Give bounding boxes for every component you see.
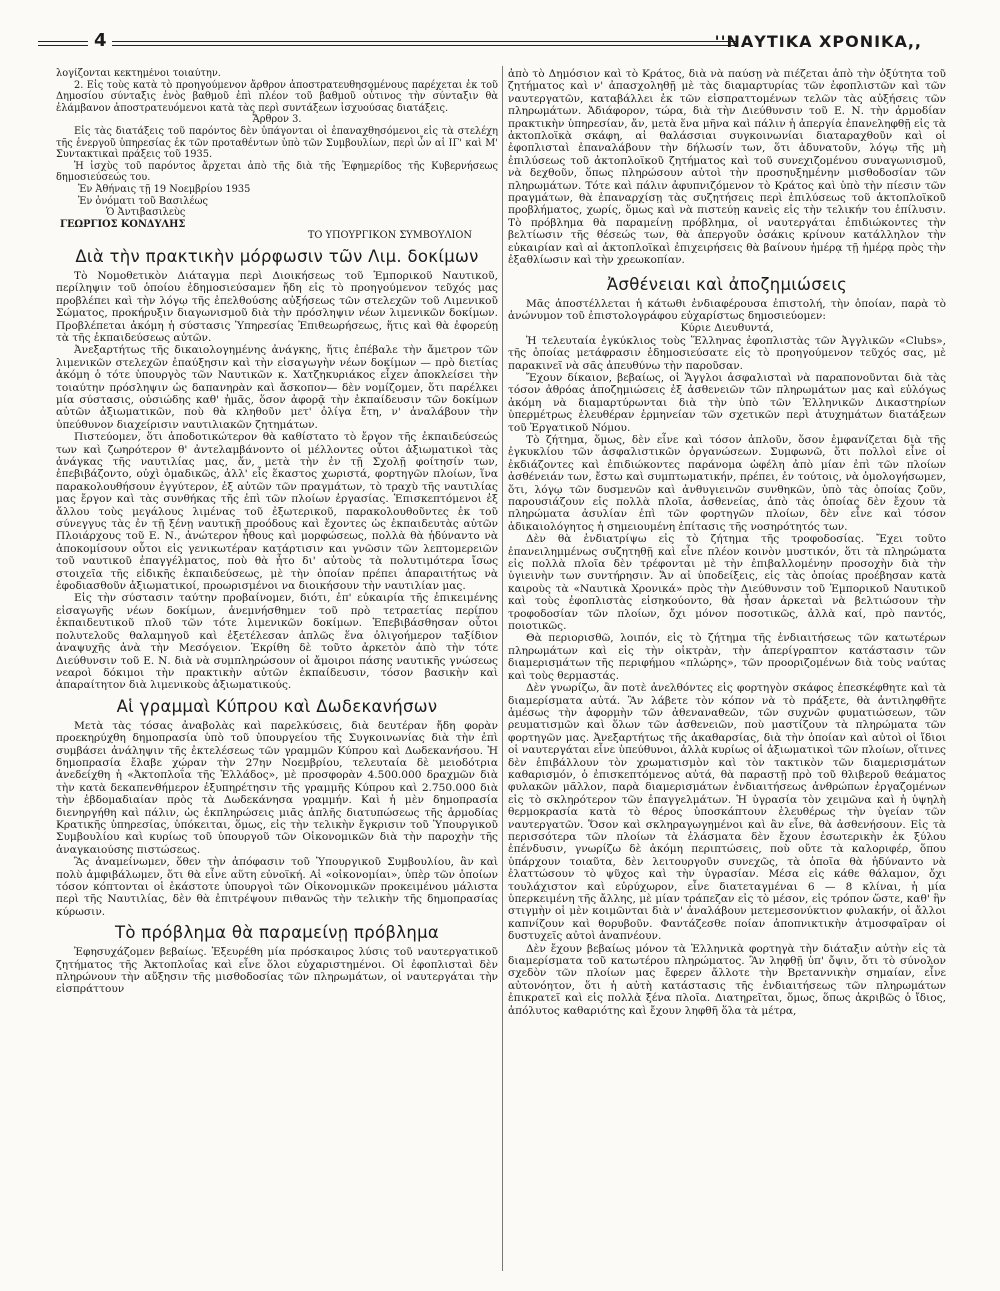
masthead: ''ΝΑΥΤΙΚΑ ΧΡΟΝΙΚΑ,, <box>714 32 922 51</box>
article-paragraph: Μᾶς ἀποστέλλεται ἡ κάτωθι ἐνδιαφέρουσα ἐπιστολή, τὴν ὁποίαν, παρὰ τὸ ἀνώνυμον τοῦ ἐπιστολογράφου εὐχαρίστως δημοσιεύομεν: <box>508 297 946 322</box>
article-paragraph: Πιστεύομεν, ὅτι ἀποδοτικώτερον θὰ καθίστατο τὸ ἔργον τῆς ἐκπαιδεύσεώς των καὶ ζωηρότερον θ' ἀντελαμβάνοντο οἱ μέλλοντες οὗτοι ἀξιωματικοὶ τὰς ἀνάγκας τῆς ναυτιλίας μας, ἄν, μετὰ τὴν ἐν τῇ Σχολῇ φοίτησίν των, ἐπεβιβάζοντο, οὐχὶ ὁμαδικῶς, ἀλλ' εἷς ἕκαστος χωριστά, φορτηγῶν πλοίων, ἵνα παρακολουθήσουν ἐγγύτερον, ἐξ αὐτῶν τῶν πραγμάτων, τὸ τραχὺ τῆς ναυτιλίας μας ἔργον καὶ τὰς συνθήκας τῆς ἐπὶ τῶν πλοίων ἐργασίας. Ἐπισκεπτόμενοι ἐξ ἄλλου τοὺς μεγάλους λιμένας τοῦ ἐξωτερικοῦ, παρακολουθοῦντες ἐκ τοῦ σύνεγγυς τὰς ἐν τῇ ξένῃ ναυτικῇ προόδους καὶ ἔχοντες ὡς ἐκπαιδευτὰς αὐτῶν Πλοιάρχους τοῦ Ε. Ν., ἀνώτερον ἦθους καὶ μορφώσεως, πολλὰ θὰ ἠδύναντο νὰ ἀποκομίσουν οὗτοι εἰς γενικωτέραν κατάρτισιν και γνῶσιν τῶν λεπτομερειῶν τοῦ ναυτικοῦ ἐπαγγέλματος, ποὺ θὰ ἦτο δι' αὐτοὺς τὰ πολυτιμότερα ἴσως στοιχεῖα τῆς εἰδικῆς ἐκπαιδεύσεως, μὲ τὴν ὁποίαν πρέπει ἀπαραιτήτως νὰ ἐφοδιασθοῦν ἀξιωματικοί, προωρισμένοι να διοικήσουν τὴν ναυτιλίαν μας. <box>56 431 498 593</box>
article-paragraph: Δὲν ἔχουν βεβαίως μόνον τὰ Ἑλληνικὰ φορτηγὰ τὴν διάταξιν αὐτὴν εἰς τὰ διαμερίσματα τοῦ κατωτέρου πληρώματος. Ἂν ληφθῇ ὑπ' ὄψιν, ὅτι τὸ σύνολον σχεδὸν τῶν πλοίων μας ἔφερεν ἄλλοτε τὴν Βρεταννικὴν σημαίαν, εἶνε αὐτονόητον, ὅτι ἡ αὐτὴ κατάστασις τῆς ἐνδιαιτήσεως τῶν πληρωμάτων ἐπικρατεῖ καὶ εἰς πολλὰ ξένα πλοῖα. Διατηρεῖται, ὅμως, ὅπως ἀκριβῶς ὁ ἴδιος, ἀπόλυτος καθαριότης καὶ ἔχουν ληφθῆ ὅλα τὰ μέτρα, <box>508 942 946 1017</box>
article-paragraph: Ἐφησυχάζομεν βεβαίως. Ἐξευρέθη μία πρόσκαιρος λύσις τοῦ ναυτεργατικοῦ ζητήματος τῆς Ἀκτοπλοΐας καὶ εἶνε ὅλοι εὐχαριστημένοι. Οἱ ἐφοπλισταὶ δὲν πληρώνουν τὴν αὔξησιν τῆς μισθοδοσίας τῶν πληρωμάτων, οἱ ναυτεργάται τὴν εἰσπράττουν <box>56 946 498 996</box>
article-paragraph: Δὲν θὰ ἐνδιατρίψω εἰς τὸ ζήτημα τῆς τροφοδοσίας. Ἔχει τοῦτο ἐπανειλημμένως συζητηθῇ καὶ εἶνε πλέον κοινὸν μυστικόν, ὅτι τὰ πληρώματα εἰς πολλὰ πλοῖα δὲν τρέφονται μὲ τὴν ἐπιβαλλομένην προσοχὴν διὰ τὴν ὑγιεινὴν των συντήρησιν. Ἄν αἱ ὑποδείξεις, εἰς τὰς ὁποίας προέβησαν κατὰ καιροὺς τὰ «Ναυτικὰ Χρονικά» πρὸς τὴν Διεύθυνσιν τοῦ Ἐμπορικοῦ Ναυτικοῦ καὶ τοὺς ἐφοπλιστὰς εἰσηκούοντο, θὰ ἦσαν ἀρκεταὶ νὰ βελτιώσουν τὴν τροφοδοσίαν τῶν πλοίων, ὄχι μόνον ποσοτικῶς, ἀλλὰ καί, πρὸ παντός, ποιοτικῶς. <box>508 533 946 633</box>
article-paragraph: Ἔχουν δίκαιον, βεβαίως, οἱ Ἄγγλοι ἀσφαλισταὶ νὰ παραπονοῦνται διὰ τὰς τόσον ἀθρόας ἀποζημιώσεις ἐξ ἀσθενειῶν τῶν πληρωμάτων μας καὶ εὐλόγως ἀκόμη νὰ διαμαρτύρωνται διὰ τὴν ὑπὸ τῶν Ἑλληνικῶν Δικαστηρίων ὑπερμέτρως ἐλευθέραν ἑρμηνείαν τῶν σχετικῶν περὶ ἀτυχημάτων διατάξεων τοῦ Ἐργατικοῦ Νόμου. <box>508 371 946 434</box>
article-title: Ἀσθένειαι καὶ ἀποζημιώσεις <box>606 274 848 294</box>
law-paragraph: 2. Εἰς τοὺς κατὰ τὸ προηγούμενον ἄρθρον ἀποστρατευθησομένους παρέχεται ἐκ τοῦ Δημοσίου σύνταξις ἑνὸς βαθμοῦ ἐπὶ πλέον τοῦ βαθμοῦ οὗτινος τὴν σύνταξιν θὰ ἐλάμβανον ἀποστρατευόμενοι κατὰ τὰς περὶ συντάξεων ἰσχυούσας διατάξεις. <box>56 79 498 114</box>
article-title: Τὸ πρόβλημα θὰ παραμείνῃ πρόβλημα <box>114 923 440 943</box>
right-column <box>508 68 946 1268</box>
article-paragraph: Ἀνεξαρτήτως τῆς δικαιολογημένης ἀνάγκης, ἥτις ἐπέβαλε τὴν ἄμετρον τῶν λιμενικῶν στελεχῶν ἐπαύξησιν καὶ τὴν εἰσαγωγὴν νέων δοκίμων — πρὸ διετίας ἀκόμη ὁ τότε ὑπουργὸς τῶν Ναυτικῶν κ. Χατζηκυριάκος εἶχεν ἀποκλείσει τὴν τοιαύτην πρόσληψιν ὡς δαπανηρὰν καὶ ἄσκοπον— δὲν νομίζομεν, ὅτι παρέλκει μία σύστασις, οὐσιώδης καθ' ἡμᾶς, ὅσον ἀφορᾷ τὴν ἐκπαίδευσιν τῶν δοκίμων αὐτῶν ἀξιωματικῶν, ποὺ θὰ κληθοῦν μετ' ὀλίγα ἔτη, ν' ἀναλάβουν τὴν ὑπεύθυνον διαχείρισιν ναυτιλιακῶν ζητημάτων. <box>56 344 498 431</box>
law-paragraph: Εἰς τὰς διατάξεις τοῦ παρόντος δὲν ὑπάγονται οἱ ἐπαναχθησόμενοι εἰς τὰ στελέχη τῆς ἐνεργοῦ ὑπηρεσίας ἐκ τῶν προταθέντων ὑπὸ τῶν Συμβουλίων, περὶ ὧν αἱ ΙΓ' καὶ Μ' Συντακτικαὶ πράξεις τοῦ 1935. <box>56 125 498 161</box>
article-paragraph: Εἰς τὴν σύστασιν ταύτην προβαίνομεν, διότι, ἐπ' εὐκαιρία τῆς ἐπικειμένης εἰσαγωγῆς νέων δοκίμων, ἀνεμνήσθημεν τοῦ πρὸ τετραετίας περίπου ἐκπαιδευτικοῦ πλοῦ τῶν τότε λιμενικῶν δοκίμων. Ἐπεβιβάσθησαν οὗτοι πολυτελοῦς θαλαμηγοῦ καὶ ἐξετέλεσαν ἁπλῶς ἕνα ὀλιγοήμερον ταξίδιον ἀναψυχῆς ἀνὰ τὴν Μεσόγειον. Ἐκρίθη δὲ τοῦτο ἀρκετὸν ἀπὸ τὴν τότε Διεύθυνσιν τοῦ Ε. Ν. διὰ νὰ συμπληρώσουν οἱ ἄμοιροι πάσης ναυτικῆς γνώσεως νεαροὶ δόκιμοι τὴν πρακτικὴν αὐτῶν ἐκπαίδευσιν, τόσον βασικὴν καὶ ἀπαραίτητον διὰ λιμενικοὺς ἀξιωματικούς. <box>56 592 498 692</box>
article-paragraph: Ἂς ἀναμείνωμεν, ὅθεν τὴν ἀπόφασιν τοῦ Ὑπουργικοῦ Συμβουλίου, ἂν καὶ πολὺ ἀμφιβάλωμεν, ὅτι θὰ εἶνε αὕτη εὐνοϊκή. Αἱ «οἰκονομίαι», ὑπὲρ τῶν ὁποίων τόσον κόπτονται οἱ ἑκάστοτε ὑπουργοὶ τῶν Οἰκονομικῶν προκειμένου μάλιστα περὶ τῆς Ναυτιλίας, δὲν θὰ ἐπιτρέψουν πιθανῶς τὴν τελικὴν τῆς δημοπρασίας κύρωσιν. <box>56 856 498 918</box>
article-paragraph: Θὰ περιορισθῶ, λοιπόν, εἰς τὸ ζήτημα τῆς ἐνδιαιτήσεως τῶν κατωτέρων πληρωμάτων καὶ εἰς τὴν οἰκτρὰν, τὴν ἀπερίγραπτον κατάστασιν τῶν διαμερισμάτων τῆς περιφήμου «πλώρης», τῶν προοριζομένων διὰ τοὺς ναύτας καὶ τοὺς θερμαστάς. <box>508 632 946 682</box>
page-number: 4 <box>94 30 107 51</box>
law-council: ΤΟ ΥΠΟΥΡΓΙΚΟΝ ΣΥΜΒΟΥΛΙΟΝ <box>307 230 472 242</box>
article-paragraph: ἀπὸ τὸ Δημόσιον καὶ τὸ Κράτος, διὰ νὰ παύσῃ νὰ πιέζεται ἀπὸ τὴν ὀξύτητα τοῦ ζητήματος καὶ ν' ἀπασχοληθῇ μὲ τὰς διαμαρτυρίας τῶν ἐφοπλιστῶν καὶ τῶν ναυτεργατῶν, καταβάλλει ἐκ τῶν εἰσπραττομένων τελῶν τὰς αὐξήσεις τῶν πληρωμάτων. Ἀδιάφορον, τώρα, διὰ τὴν Διεύθυνσιν τοῦ Ε. Ν. τὴν ἁρμοδίαν πρακτικὴν ὑπηρεσίαν, ἄν, μετὰ ἕνα μῆνα καὶ πάλιν ἡ ἀπεργία ἐπανεληφθῇ εἰς τὰ ἀκτοπλοϊκὰ σκάφη, αἱ θαλάσσιαι συγκοινωνίαι διαταραχθοῦν καὶ οἱ ἐφοπλισταὶ ἐπαναλάβουν τὴν δήλωσίν των, ὅτι ἀδυνατοῦν, λόγῳ τῆς μὴ ἐπιλύσεως τοῦ ἀκτοπλοϊκοῦ ζητήματος καὶ τοῦ συνεχιζομένου συναγωνισμοῦ, νὰ δεχθοῦν, ὅπως πληρώσουν αὐτοὶ τὴν προσηυξημένην μισθοδοσίαν τῶν πληρωμάτων. Τότε καὶ πάλιν ἀφυπνιζόμενον τὸ Κράτος καὶ ὑπὸ τὴν πίεσιν τῶν πραγμάτων, θὰ ἐπαναρχίσῃ τὰς συζητήσεις περὶ ἐπιλύσεως τοῦ ἀκτοπλοϊκοῦ προβλήματος, χωρίς, ὅμως καὶ νὰ πιστεύῃ κανεὶς εἰς τὴν τελικήν του ἐπίλυσιν. Τὸ πρόβλημα θὰ παραμείνῃ πρόβλημα, οἱ ναυτεργάται ἐπιδιώκοντες τὴν βελτίωσιν τῆς θέσεώς των, θὰ ἀπεργοῦν ὁσάκις κρίνουν κατάλληλον τὴν εὐκαιρίαν καὶ αἱ ἀκτοπλοϊκαὶ ἐπιχειρήσεις θὰ βαίνουν ἡμέρᾳ τῇ ἡμέρᾳ πρὸς τὴν ἐξαθλίωσιν καὶ τὴν χρεωκοπίαν. <box>508 68 946 267</box>
law-line: λογίζονται κεκτημένοι τοιαύτην. <box>56 68 221 79</box>
left-column <box>56 68 498 1268</box>
article-paragraph: Τὸ Νομοθετικὸν Διάταγμα περὶ Διοικήσεως τοῦ Ἐμπορικοῦ Ναυτικοῦ, περίληψιν τοῦ ὁποίου ἐδημοσιεύσαμεν ἤδη εἰς τὸ προηγούμενον τεῦχός μας προβλέπει καὶ τὴν λόγῳ τῆς ἐπελθούσης αὐξήσεως τῶν στελεχῶν τοῦ Λιμενικοῦ Σώματος, προκήρυξιν διαγωνισμοῦ διὰ τὴν πρόσληψιν νέων λιμενικῶν δοκίμων. Προβλέπεται ἀκόμη ἡ σύστασις Ὑπηρεσίας Ἐπιθεωρήσεως, ἥτις καὶ θὰ ἐφορεύῃ τὰ τῆς ἐκπαιδεύσεως αὐτῶν. <box>56 269 498 344</box>
article-paragraph: Τὸ ζήτημα, ὅμως, δὲν εἶνε καὶ τόσον ἁπλοῦν, ὅσον ἐμφανίζεται διὰ τῆς ἐγκυκλίου τῶν ἀσφαλιστικῶν ὀργανώσεων. Συμφωνῶ, ὅτι πολλοὶ εἶνε οἱ ἐκδιάζοντες καὶ ἐπιδιώκοντες παράνομα ὠφέλη ἀπὸ μίαν ἐπὶ τῶν πλοίων ἀσθένειάν των, ἔστω καὶ συμπτωματικήν, πρέπει, ἐν τούτοις, νὰ ὁμολογήσωμεν, ὅτι, λόγῳ τῶν δυσμενῶν καὶ ἀνθυγιεινῶν συνθηκῶν, ὑπὸ τὰς ὁποίας ζοῦν, παρουσιάζουν εἰς πολλὰ πλοῖα, ἀσθενείας, ἀπὸ τὰς ὁποίας δὲν ἔχουν τὰ πληρώματα ἀσυλίαν ἐπὶ τῶν φορτηγῶν πλοίων, δὲν εἶνε καὶ τόσον ἀδικαιολόγητος ἡ σημειουμένη ἐπίτασις τῆς νοσηρότητός των. <box>508 433 946 533</box>
law-royal-line: Ἐν ὀνόματι τοῦ Βασιλέως <box>78 195 209 207</box>
law-excerpt <box>56 68 498 242</box>
law-regent-title: Ὁ Ἀντιβασιλεὺς <box>106 207 186 219</box>
header-rule-middle <box>112 41 738 46</box>
law-paragraph: Ἡ ἰσχὺς τοῦ παρόντος ἄρχεται ἀπὸ τῆς διὰ τῆς Ἐφημερίδος τῆς Κυβερνήσεως δημοσιεύσεώς του. <box>56 160 498 184</box>
article-title: Αἱ γραμμαὶ Κύπρου καὶ Δωδεκανήσων <box>116 696 438 716</box>
column-divider <box>502 66 503 1271</box>
article-title: Διὰ τὴν πρακτικὴν μόρφωσιν τῶν Λιμ. δοκίμων <box>75 246 479 266</box>
article-paragraph: Μετὰ τὰς τόσας ἀναβολὰς καὶ παρελκύσεις, διὰ δευτέραν ἤδη φορὰν προεκηρύχθη δημοπρασία ὑπὸ τοῦ ὑπουργείου τῆς Συγκοινωνίας διὰ τὴν ἐπὶ συμβάσει ἀνάληψιν τῆς ἐκτελέσεως τῶν γραμμῶν Κύπρου καὶ Δωδεκανήσου. Ἡ δημοπρασία ἔλαβε χώραν τὴν 27ην Νοεμβρίου, τελευταία δὲ μειοδότρια ἀνεδείχθη ἡ «Ἀκτοπλοΐα τῆς Ἑλλάδος», μὲ προσφορὰν 4.500.000 δραχμῶν διὰ τὴν κατὰ δεκαπενθήμερον ἐξυπηρέτησιν τῆς γραμμῆς Κύπρου καὶ 2.750.000 διὰ τὴν ἑβδομαδιαίαν πρὸς τὰ Δωδεκάνησα γραμμήν. Καὶ ἡ μὲν δημοπρασία διενηργήθη καὶ πάλιν, ὡς ἐκπληρώσεις μιᾶς ἁπλῆς διατυπώσεως τῆς ἁρμοδίας Κρατικῆς ὑπηρεσίας, ὑπόκειται, ὅμως, εἰς τὴν τελικὴν ἔγκρισιν τοῦ Ὑπουργικοῦ Συμβουλίου καὶ κυρίως τοῦ ὑπουργοῦ τῶν Οἰκονομικῶν διὰ τὴν παροχὴν τῆς ἀναγκαιούσης πιστώσεως. <box>56 719 498 856</box>
page-header <box>38 30 960 56</box>
law-article-heading: Ἄρθρον 3. <box>252 114 302 126</box>
article-paragraph: Ἡ τελευταία ἐγκύκλιος τοὺς Ἕλληνας ἐφοπλιστὰς τῶν Ἀγγλικῶν «Clubs», τῆς ὁποίας μετάφρασιν ἐδημοσιεύσατε εἰς τὸ προηγούμενον τεῦχός σας, μὲ παρακινεῖ νὰ σᾶς ἀπευθύνω τὴν παροῦσαν. <box>508 334 946 372</box>
law-date: Ἐν Ἀθήναις τῇ 19 Νοεμβρίου 1935 <box>78 183 251 195</box>
article-paragraph: Δὲν γνωρίζω, ἂν ποτὲ ἀνελθόντες εἰς φορτηγὸν σκάφος ἐπεσκέφθητε καὶ τὰ διαμερίσματα αὐτά. Ἂν λάβετε τὸν κόπον νὰ τὸ πράξετε, θὰ ἀντιληφθῆτε ἀμέσως τὴν ἀφορμὴν τῶν ἀθεναναθεῶν, τῶν συχνῶν φυματιώσεων, τῶν ρευματισμῶν καὶ ὅλων τῶν ἀσθενειῶν, ποὺ μαστίζουν τὰ πληρώματα τῶν φορτηγῶν μας. Ἀνεξαρτήτως τῆς ἀκαθαρσίας, διὰ τὴν ὁποίαν καὶ αὐτοὶ οἱ ἴδιοι οἱ ναυτεργάται εἶνε ὑπεύθυνοι, ἀλλὰ κυρίως οἱ ἀξιωματικοὶ τῶν πλοίων, οἵτινες δὲν ἐπιβάλλουν τὸν χρωματισμὸν καὶ τὸν τακτικὸν τῶν διαμερισμάτων καθαρισμόν, ὁ ἐπισκεπτόμενος αὐτά, θὰ παραστῇ πρὸ τοῦ θλιβεροῦ θεάματος φυλακῶν μᾶλλον, παρὰ διαμερισμάτων ἐνδιαιτήσεως ἀνθρώπων ἐργαζομένων εἰς τὸ σκληρότερον τῶν ἐπαγγελμάτων. Ἡ ὑγρασία τὸν χειμῶνα καὶ ἡ ὑψηλὴ θερμοκρασία κατὰ τὸ θέρος ὑποσκάπτουν ἐλευθέρως τὴν ὑγείαν τῶν ναυτεργατῶν. Ὅσον καὶ σκληραγωγημένοι καὶ ἂν εἶνε, θὰ ἀσθενήσουν. Εἰς τὰ περισσότερα τῶν πλοίων τὰ ἐλάσματα δὲν ἔχουν ἐσωτερικὴν ἐκ ξύλου ἐπένδυσιν, γνωρίζω δὲ ἀκόμη περιπτώσεις, ποὺ οὔτε τὰ καλοριφέρ, ὅπου ὑπάρχουν τοιαῦτα, δὲν λειτουργοῦν συνεχῶς, τὰ ὁποῖα θὰ ἠδύναντο νὰ ἐλαττώσουν τὸ ψῦχος καὶ τὴν ὑγρασίαν. Μέσα εἰς κάθε θάλαμον, ὄχι τουλάχιστον καὶ εὐρύχωρον, εἶνε διατεταγμέναι 6 — 8 κλίναι, ἡ μία ὑπερκειμένη τῆς ἄλλης, μὲ μίαν τράπεζαν εἰς τὸ μέσον, εἰς τρόπον ὥστε, καθ' ἣν στιγμὴν οἱ μὲν κοιμῶνται διὰ ν' ἀναλάβουν μετεμεσονύκτιον φυλακήν, οἱ ἄλλοι καπνίζουν καὶ θορυβοῦν. Φαντάζεσθε ποίαν ἀποπνικτικὴν ἀτμοσφαῖραν οἱ δυστυχεῖς αὐτοὶ ἀναπνέουν. <box>508 682 946 943</box>
law-signatory: ΓΕΩΡΓΙΟΣ ΚΟΝΔΥΛΗΣ <box>60 218 186 230</box>
header-rule-left <box>38 41 88 46</box>
letter-salutation: Κύριε Διευθυντά, <box>680 322 774 335</box>
